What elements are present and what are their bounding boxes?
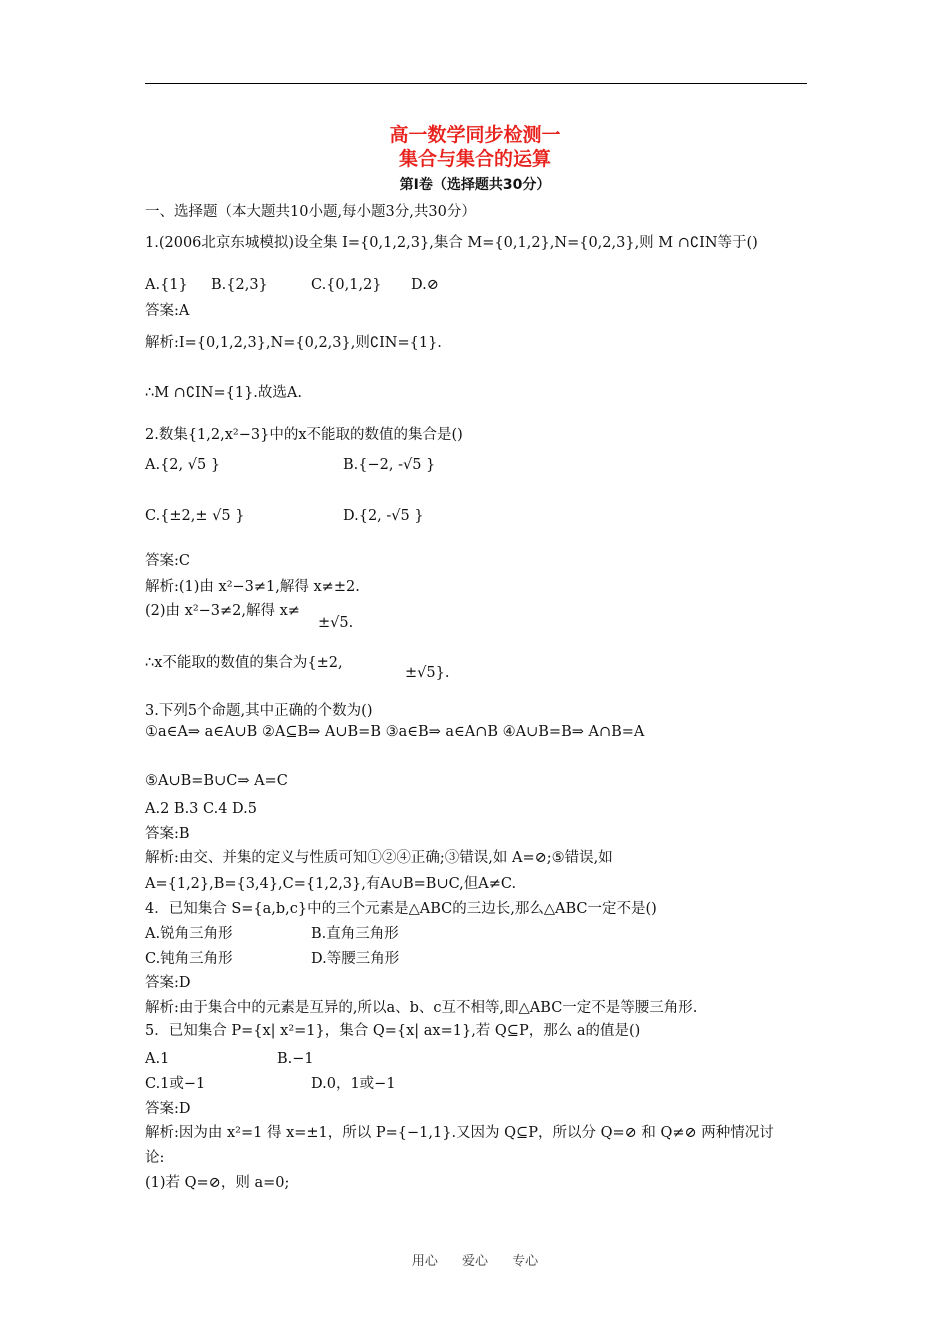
- q3-propositions-2: ⑤A∪B=B∪C⇒ A=C: [145, 773, 288, 789]
- q5-option-c: C.1或−1: [145, 1076, 206, 1092]
- q3-propositions-1: ①a∈A⇒ a∈A∪B ②A⊆B⇒ A∪B=B ③a∈B⇒ a∈A∩B ④A∪B=B⇒ A∩B=A: [145, 724, 645, 740]
- q5-solution-1: 解析:因为由 x²=1 得 x=±1，所以 P={−1,1}.又因为 Q⊆P，所以分 Q=⊘ 和 Q≠⊘ 两种情况讨: [145, 1125, 774, 1141]
- q3-stem: 3.下列5个命题,其中正确的个数为(): [145, 703, 373, 719]
- section-heading: 一、选择题（本大题共10小题,每小题3分,共30分）: [145, 204, 476, 220]
- q2-solution-1: 解析:(1)由 x²−3≠1,解得 x≠±2.: [145, 579, 360, 595]
- q2-solution-3-value: ±√5}.: [405, 665, 450, 681]
- header-rule: [145, 83, 807, 84]
- q4-answer: 答案:D: [145, 975, 191, 991]
- q2-option-c: C.{±2,± √5 }: [145, 508, 245, 524]
- q2-solution-2-value: ±√5.: [318, 615, 354, 631]
- q4-stem: 4．已知集合 S={a,b,c}中的三个元素是△ABC的三边长,那么△ABC一定不是(): [145, 901, 657, 917]
- q5-option-a: A.1: [145, 1051, 170, 1067]
- q1-answer: 答案:A: [145, 303, 190, 319]
- part-subtitle: 第Ⅰ卷（选择题共30分）: [399, 177, 551, 193]
- q2-option-d: D.{2, -√5 }: [343, 508, 424, 524]
- q5-solution-2: 论:: [145, 1150, 165, 1166]
- q1-option-b: B.{2,3}: [211, 277, 268, 293]
- q5-solution-3: (1)若 Q=⊘，则 a=0;: [145, 1175, 290, 1191]
- q2-solution-3: ∴x不能取的数值的集合为{±2,: [145, 655, 343, 671]
- q1-option-c: C.{0,1,2}: [311, 277, 382, 293]
- q5-option-b: B.−1: [277, 1051, 314, 1067]
- q4-option-a: A.锐角三角形: [145, 926, 233, 942]
- q1-option-a: A.{1}: [145, 277, 188, 293]
- q1-solution-1: 解析:I={0,1,2,3},N={0,2,3},则∁IN={1}.: [145, 335, 442, 351]
- q2-option-b: B.{−2, -√5 }: [343, 457, 436, 473]
- q2-answer: 答案:C: [145, 553, 190, 569]
- q3-options: A.2 B.3 C.4 D.5: [145, 801, 257, 817]
- q1-stem: 1.(2006北京东城模拟)设全集 I={0,1,2,3},集合 M={0,1,2},N={0,2,3},则 M ∩∁IN等于(): [145, 235, 758, 251]
- q5-stem: 5．已知集合 P={x| x²=1}，集合 Q={x| ax=1},若 Q⊆P，那么 a的值是(): [145, 1023, 641, 1039]
- q3-solution-2: A={1,2},B={3,4},C={1,2,3},有A∪B=B∪C,但A≠C.: [145, 876, 517, 892]
- title-line-2: 集合与集合的运算: [398, 148, 551, 170]
- q2-option-a: A.{2, √5 }: [145, 457, 221, 473]
- page-footer: 用心 爱心 专心: [411, 1254, 539, 1269]
- q4-solution: 解析:由于集合中的元素是互异的,所以a、b、c互不相等,即△ABC一定不是等腰三角形.: [145, 1000, 698, 1016]
- q5-option-d: D.0，1或−1: [311, 1076, 396, 1092]
- q4-option-d: D.等腰三角形: [311, 951, 400, 967]
- q1-option-d: D.⊘: [411, 277, 439, 293]
- q1-solution-2: ∴M ∩∁IN={1}.故选A.: [145, 385, 302, 401]
- q4-option-b: B.直角三角形: [311, 926, 399, 942]
- q5-answer: 答案:D: [145, 1101, 191, 1117]
- q3-answer: 答案:B: [145, 826, 190, 842]
- q3-solution-1: 解析:由交、并集的定义与性质可知①②④正确;③错误,如 A=⊘;⑤错误,如: [145, 850, 613, 866]
- q2-solution-2: (2)由 x²−3≠2,解得 x≠: [145, 603, 300, 619]
- q2-stem: 2.数集{1,2,x²−3}中的x不能取的数值的集合是(): [145, 427, 463, 443]
- title-line-1: 高一数学同步检测一: [389, 124, 561, 146]
- q4-option-c: C.钝角三角形: [145, 951, 233, 967]
